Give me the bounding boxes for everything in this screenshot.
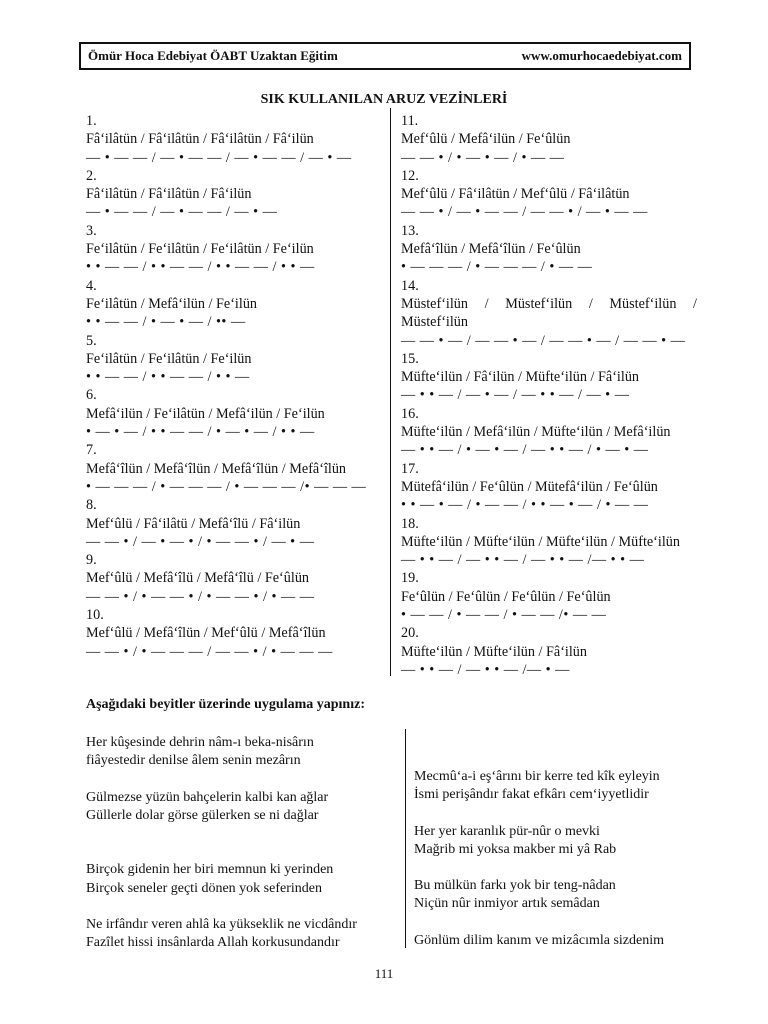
meter-name: Fe‘ûlün / Fe‘ûlün / Fe‘ûlün / Fe‘ûlün <box>401 588 611 605</box>
meter-pattern: • • — — / • — • — / •• — <box>86 314 246 331</box>
meter-name: Fâ‘ilâtün / Fâ‘ilâtün / Fâ‘ilün <box>86 186 252 203</box>
meter-name: Müfte‘ilün / Müfte‘ilün / Müfte‘ilün / Müfte‘ilün <box>401 533 680 550</box>
verse-line: Birçok gidenin her biri memnun ki yerinden <box>86 862 334 878</box>
verse-gap <box>86 825 357 843</box>
meter-pattern: — • • — / — • • — / — • • — /— • • — <box>401 552 645 569</box>
meter-pattern: • — — — / • — — — / • — — <box>401 259 593 276</box>
verse-line: Birçok seneler geçti dönen yok seferinden <box>86 880 322 896</box>
meter-number: 11. <box>401 113 419 129</box>
verse-gap <box>414 804 664 822</box>
verse-line: Gönlüm dilim kanım ve mizâcımla sizdenim <box>414 932 665 948</box>
meter-name-continued: Müstef‘ilün <box>401 314 468 331</box>
meter-name: Müstef‘ilün / Müstef‘ilün / Müstef‘ilün / <box>401 295 697 312</box>
verses-divider <box>405 729 406 948</box>
meter-name: Fâ‘ilâtün / Fâ‘ilâtün / Fâ‘ilâtün / Fâ‘ilün <box>86 131 314 148</box>
verse-gap <box>86 770 357 788</box>
verse-line: Her yer karanlık pür-nûr o mevki <box>414 823 600 839</box>
meter-name: Mefâ‘îlün / Mefâ‘îlün / Fe‘ûlün <box>401 241 581 258</box>
meter-number: 5. <box>86 332 97 349</box>
meter-pattern: — — • — / — — • — / — — • — / — — • — <box>401 332 686 349</box>
meter-pattern: — — • / — • — • / • — — • / — • — <box>86 533 315 550</box>
verse-gap <box>414 914 664 932</box>
meter-name: Fe‘ilâtün / Fe‘ilâtün / Fe‘ilâtün / Fe‘ilün <box>86 241 314 258</box>
meter-number: 1. <box>86 113 97 129</box>
meter-name: Mef‘ûlü / Mefâ‘îlü / Mefâ‘îlü / Fe‘ûlün <box>86 570 310 587</box>
meter-number: 6. <box>86 387 97 404</box>
meter-number: 17. <box>401 460 419 477</box>
meter-pattern: — • — — / — • — — / — • — <box>86 204 278 221</box>
verse-gap <box>86 898 357 916</box>
verse-line: Niçün nûr inmiyor artık semâdan <box>414 896 600 912</box>
meter-number: 4. <box>86 277 97 294</box>
meter-name: Müfte‘ilün / Mefâ‘ilün / Müfte‘ilün / Mefâ‘ilün <box>401 424 671 441</box>
verse-line: Mecmû‘a-i eş‘ârını bir kerre ted kîk eyleyin <box>414 769 660 784</box>
meter-name: Mefâ‘îlün / Mefâ‘îlün / Mefâ‘îlün / Mefâ‘îlün <box>86 460 347 477</box>
meter-name: Fe‘ilâtün / Mefâ‘ilün / Fe‘ilün <box>86 295 258 312</box>
meter-number: 2. <box>86 167 97 184</box>
verse-line: Ne irfândır veren ahlâ ka yükseklik ne vicdândır <box>86 916 357 932</box>
verse-gap <box>86 843 357 861</box>
meter-number: 3. <box>86 222 97 239</box>
meter-pattern: • — • — / • • — — / • — • — / • • — <box>86 424 315 441</box>
meter-pattern: — — • / • — — • / • — — • / • — — <box>86 588 315 605</box>
meter-pattern: • • — — / • • — — / • • — — / • • — <box>86 259 315 276</box>
meter-pattern: • • — — / • • — — / • • — <box>86 369 250 386</box>
verse-line: fiâyestedir denilse âlem senin mezârın <box>86 753 301 769</box>
meter-number: 20. <box>401 625 419 642</box>
meter-pattern: — — • / • — — — / — — • / • — — — <box>86 643 333 660</box>
verse-line: Mağrib mi yoksa makber mi yâ Rab <box>414 841 617 857</box>
meter-name: Müfte‘ilün / Fâ‘ilün / Müfte‘ilün / Fâ‘ilün <box>401 369 640 386</box>
meter-name: Mefâ‘ilün / Fe‘ilâtün / Mefâ‘ilün / Fe‘ilün <box>86 405 325 422</box>
meter-pattern: — • • — / — • • — /— • — <box>401 661 570 678</box>
meter-name: Mef‘ûlü / Fâ‘ilâtün / Mef‘ûlü / Fâ‘ilâtün <box>401 186 630 203</box>
meter-number: 19. <box>401 570 419 587</box>
verse-gap <box>414 859 664 877</box>
page-header <box>79 42 691 70</box>
header-left-title: Ömür Hoca Edebiyat ÖABT Uzaktan Eğitim <box>88 48 338 63</box>
verse-line: Fazîlet hissi insânlarda Allah korkusundandır <box>86 935 340 951</box>
meter-number: 14. <box>401 277 419 294</box>
column-divider <box>390 108 391 676</box>
verses-right <box>414 768 664 950</box>
meter-number: 18. <box>401 515 419 532</box>
meter-pattern: — • • — / — • — / — • • — / — • — <box>401 387 630 404</box>
meter-name: Fe‘ilâtün / Fe‘ilâtün / Fe‘ilün <box>86 350 252 367</box>
page-number: 111 <box>374 966 394 981</box>
meter-number: 7. <box>86 442 97 459</box>
meter-pattern: — • • — / • — • — / — • • — / • — • — <box>401 442 649 459</box>
meter-number: 13. <box>401 222 419 239</box>
meter-number: 12. <box>401 167 419 184</box>
page-title: SIK KULLANILAN ARUZ VEZİNLERİ <box>260 92 508 107</box>
meter-pattern: — • — — / — • — — / — • — — / — • — <box>86 149 352 166</box>
meter-pattern: • — — / • — — / • — — /• — — <box>401 607 607 624</box>
meter-name: Mef‘ûlü / Mefâ‘îlün / Mef‘ûlü / Mefâ‘îlün <box>86 625 326 642</box>
meter-number: 9. <box>86 552 97 569</box>
verse-line: Güllerle dolar görse gülerken se ni dağlar <box>86 807 319 823</box>
exercise-heading: Aşağıdaki beyitler üzerinde uygulama yapınız: <box>86 697 365 712</box>
meter-name: Müfte‘ilün / Müfte‘ilün / Fâ‘ilün <box>401 643 587 660</box>
verse-line: İsmi perişândır fakat efkârı cem‘iyyetlidir <box>414 787 649 803</box>
meter-name: Mef‘ûlü / Mefâ‘ilün / Fe‘ûlün <box>401 131 571 148</box>
meter-name: Mef‘ûlü / Fâ‘ilâtü / Mefâ‘îlü / Fâ‘ilün <box>86 515 301 532</box>
verse-line: Bu mülkün farkı yok bir teng-nâdan <box>414 878 616 894</box>
meter-number: 10. <box>86 607 104 624</box>
meter-pattern: — — • / — • — — / — — • / — • — — <box>401 204 648 221</box>
meter-list-right <box>401 112 697 679</box>
meter-number: 16. <box>401 405 419 422</box>
meter-name: Mütefâ‘ilün / Fe‘ûlün / Mütefâ‘ilün / Fe‘ûlün <box>401 478 658 495</box>
meter-pattern: • — — — / • — — — / • — — — /• — — — <box>86 478 367 495</box>
meter-pattern: • • — • — / • — — / • • — • — / • — — <box>401 497 649 514</box>
meter-number: 8. <box>86 497 97 514</box>
header-website: www.omurhocaedebiyat.com <box>521 48 682 63</box>
meter-number: 15. <box>401 350 419 367</box>
verses-left <box>86 734 357 952</box>
verse-line: Gülmezse yüzün bahçelerin kalbi kan ağlar <box>86 789 329 805</box>
meter-pattern: — — • / • — • — / • — — <box>401 149 565 166</box>
meter-list-left <box>86 112 386 661</box>
verse-line: Her kûşesinde dehrin nâm-ı beka-nisârın <box>86 735 314 750</box>
